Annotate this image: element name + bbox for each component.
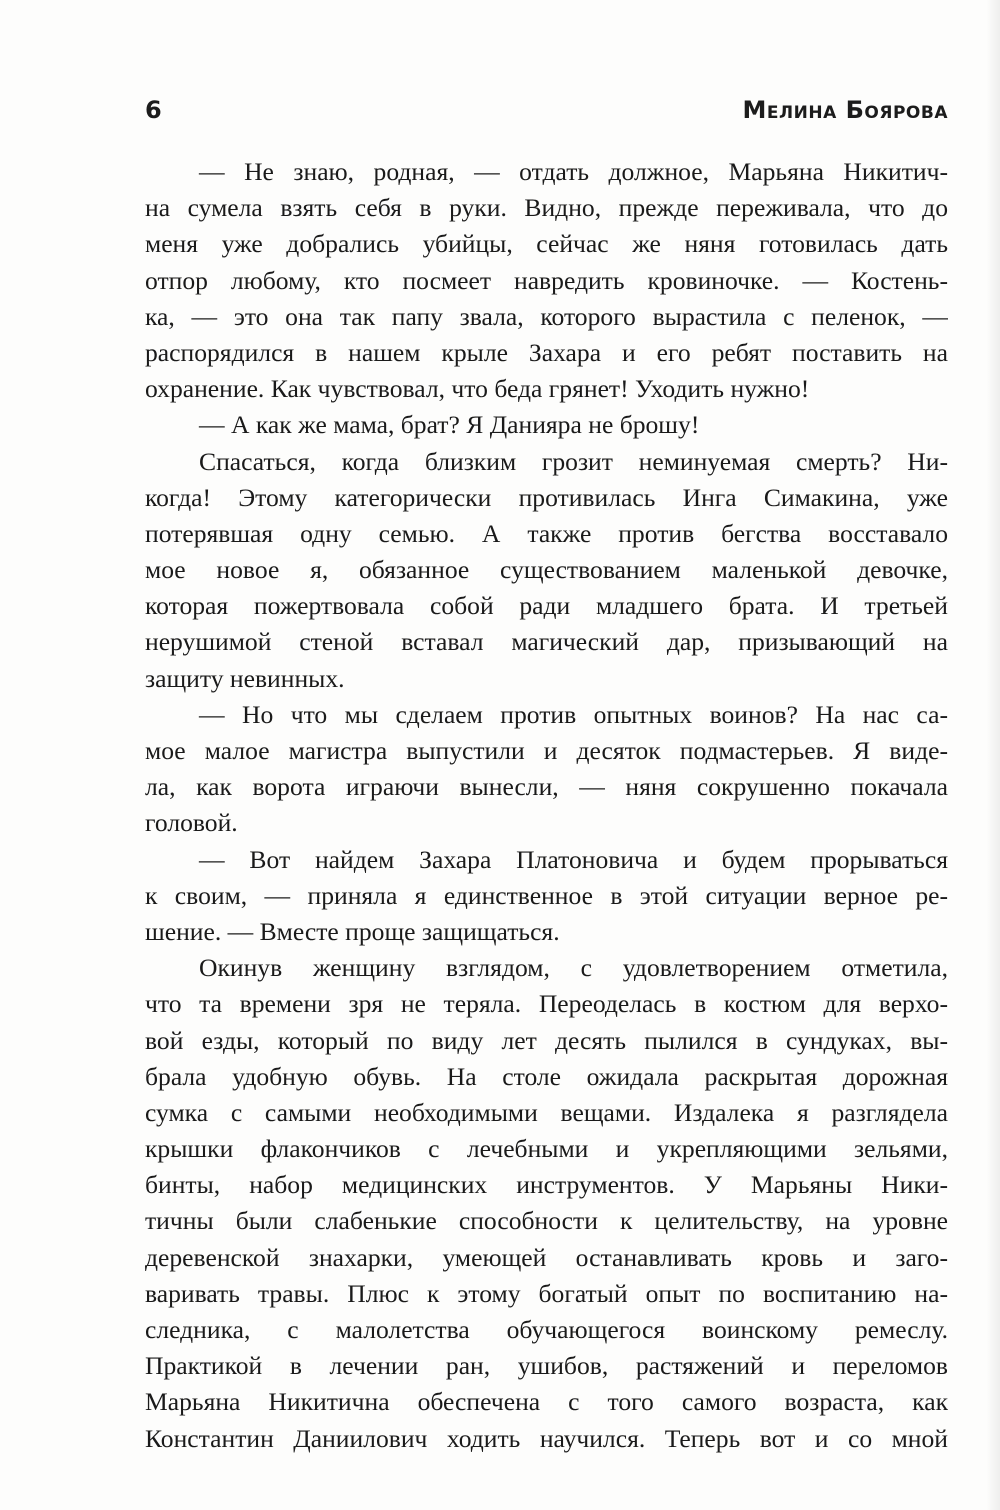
text-line: ка, — это она так папу звала, которого вырастила с пеленок, —	[145, 301, 948, 331]
text-line: Практикой в лечении ран, ушибов, растяжений и переломов	[145, 1351, 948, 1381]
text-line: тичны были слабенькие способности к целительству, на уровне	[145, 1206, 948, 1236]
text-line: Окинув женщину взглядом, с удовлетворением отметила,	[199, 953, 948, 983]
text-line: деревенской знахарки, умеющей останавливать кровь и заго-	[145, 1242, 948, 1272]
text-line: вой езды, который по виду лет десять пылился в сундуках, вы-	[145, 1025, 948, 1055]
text-line: что та времени зря не теряла. Переоделась в костюм для верхо-	[145, 989, 948, 1019]
text-line: Спасаться, когда близким грозит неминуемая смерть? Ни-	[199, 446, 948, 476]
text-line: крышки флакончиков с лечебными и укрепляющими зельями,	[145, 1134, 948, 1164]
text-line: отпор любому, кто посмеет навредить кровиночке. — Костень-	[145, 265, 948, 295]
text-line: мое малое магистра выпустили и десяток подмастерьев. Я виде-	[145, 736, 948, 765]
text-line: нерушимой стеной вставал магический дар, призывающий на	[145, 627, 948, 657]
running-head-author: Мелина Боярова	[742, 96, 948, 124]
text-line: мое новое я, обязанное существованием маленькой девочке,	[145, 555, 948, 585]
text-line: — Не знаю, родная, — отдать должное, Марьяна Никитич-	[199, 157, 948, 186]
text-line: бинты, набор медицинских инструментов. У Марьяны Ники-	[145, 1170, 948, 1200]
text-line: защиту невинных.	[145, 663, 345, 693]
text-line: потерявшая одну семью. А также против бегства восставало	[145, 518, 948, 548]
text-line: головой.	[145, 808, 238, 838]
text-line: — А как же мама, брат? Я Данияра не брошу!	[199, 410, 700, 440]
text-line: на сумела взять себя в руки. Видно, прежде переживала, что до	[145, 193, 948, 223]
text-line: ла, как ворота играючи вынесли, — няня сокрушенно покачала	[145, 772, 948, 802]
text-line: меня уже добрались убийцы, сейчас же няня готовилась дать	[145, 229, 948, 259]
body-text	[145, 154, 948, 1457]
text-line: варивать травы. Плюс к этому богатый опыт по воспитанию на-	[145, 1278, 948, 1308]
text-line: которая пожертвовала собой ради младшего брата. И третьей	[145, 591, 948, 621]
text-line: следника, с малолетства обучающегося воинскому ремеслу.	[145, 1315, 948, 1344]
text-line: Марьяна Никитична обеспечена с того самого возраста, как	[145, 1387, 948, 1417]
page-header	[145, 96, 948, 136]
text-line: — Но что мы сделаем против опытных воинов? На нас са-	[199, 699, 948, 729]
text-line: — Вот найдем Захара Платоновича и будем прорываться	[199, 844, 948, 874]
text-line: сумка с самыми необходимыми вещами. Издалека я разглядела	[145, 1097, 948, 1127]
text-line: Константин Даниилович ходить научился. Теперь вот и со мной	[145, 1423, 948, 1453]
text-line: брала удобную обувь. На столе ожидала раскрытая дорожная	[145, 1061, 948, 1091]
page-number: 6	[145, 96, 162, 124]
text-line: к своим, — приняла я единственное в этой ситуации верное ре-	[145, 880, 948, 910]
text-line: шение. — Вместе проще защищаться.	[145, 916, 560, 946]
text-line: охранение. Как чувствовал, что беда грянет! Уходить нужно!	[145, 374, 810, 404]
text-line: когда! Этому категорически противилась Инга Симакина, уже	[145, 482, 948, 512]
text-line: распорядился в нашем крыле Захара и его ребят поставить на	[145, 337, 948, 367]
